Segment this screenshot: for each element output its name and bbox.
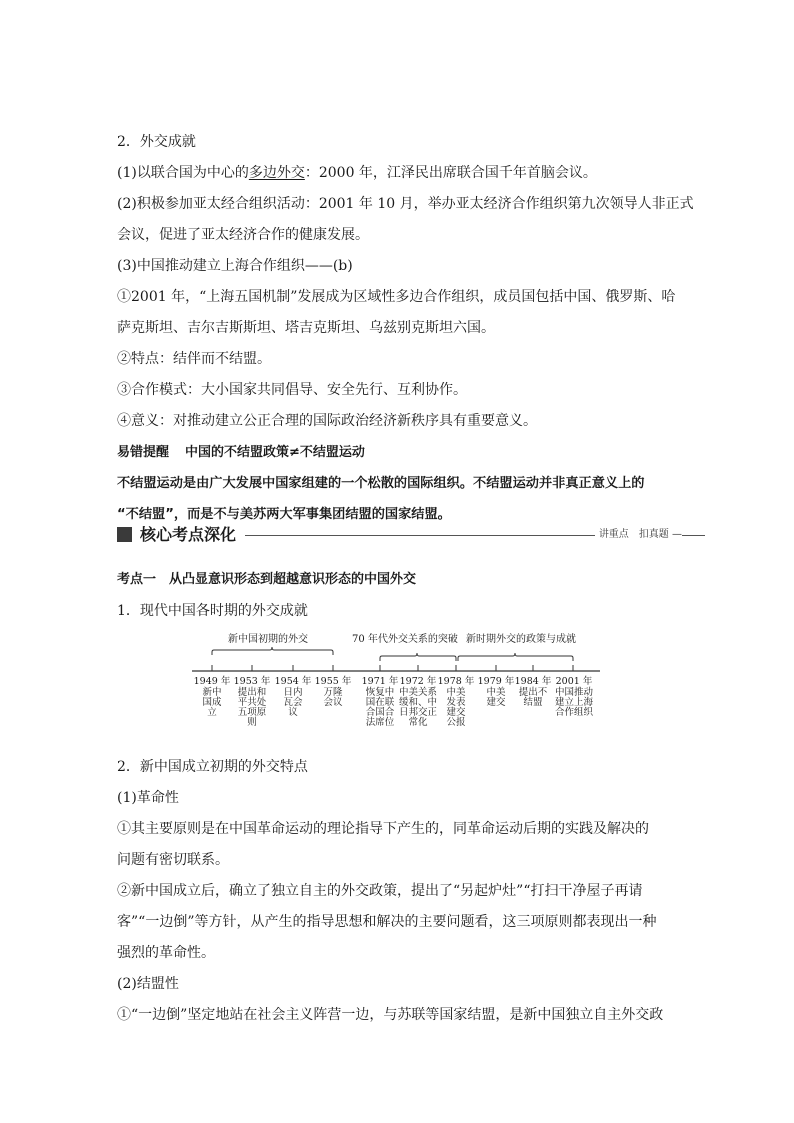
event-desc: 新中国成立	[202, 687, 222, 718]
event-year: 1978 年	[437, 676, 475, 687]
event-year: 1972 年	[399, 676, 437, 687]
achievement-item-2-line2: 会议，促进了亚太经济合作的健康发展。	[117, 227, 369, 243]
event-desc: 中美建交	[486, 687, 506, 708]
revolutionary-point-2-line1: ②新中国成立后，确立了独立自主的外交政策，提出了“另起炉灶”“打扫干净屋子再请	[117, 883, 643, 899]
event-desc: 万隆会议	[323, 687, 343, 708]
sco-point-3: ③合作模式：大小国家共同倡导、安全先行、互利协作。	[117, 382, 467, 398]
timeline-event	[273, 677, 313, 718]
event-year: 1979 年	[477, 676, 515, 687]
revolutionary-point-2-line3: 强烈的革命性。	[117, 945, 215, 961]
item1-prefix: (1)以联合国为中心的	[117, 165, 249, 181]
event-year: 1953 年	[233, 676, 271, 687]
reminder-body-line1: 不结盟运动是由广大发展中国家组建的一个松散的国际组织。不结盟运动并非真正意义上的	[117, 476, 645, 491]
timeline-group-label: 新时期外交的政策与成就	[466, 634, 576, 645]
event-desc: 恢复中国在联合国合法席位	[365, 687, 395, 728]
revolutionary-point-2-line2: 客”“一边倒”等方针，从产生的指导思想和解决的主要问题看，这三项原则都表现出一种	[117, 914, 657, 930]
achievement-item-1	[117, 163, 682, 183]
sco-point-2: ②特点：结伴而不结盟。	[117, 351, 271, 367]
timeline-event	[553, 677, 595, 718]
event-year: 2001 年	[555, 676, 593, 687]
sco-point-1-line1: ①2001 年，“上海五国机制”发展成为区域性多边合作组织，成员国包括中国、俄罗斯、哈	[117, 289, 676, 305]
alliance-point-1-line1: ①“一边倒”坚定地站在社会主义阵营一边，与苏联等国家结盟，是新中国独立自主外交政	[117, 1007, 664, 1023]
event-desc: 提出和平共处五项原则	[237, 687, 267, 728]
timeline-event	[313, 677, 353, 708]
timeline-event	[192, 677, 232, 718]
event-year: 1955 年	[314, 676, 352, 687]
event-desc: 中美发表建交公报	[446, 687, 466, 728]
sco-point-4: ④意义：对推动建立公正合理的国际政治经济新秩序具有重要意义。	[117, 413, 537, 429]
event-desc: 提出不结盟	[518, 687, 548, 708]
event-year: 1954 年	[274, 676, 312, 687]
reminder-body-line2: “不结盟”，而是不与美苏两大军事集团结盟的国家结盟。	[117, 507, 451, 522]
reminder-title: 中国的不结盟政策≠不结盟运动	[185, 445, 365, 460]
timeline-event	[398, 677, 438, 728]
multilateral-diplomacy-term: 多边外交	[248, 165, 305, 181]
core-section-title: 核心考点深化	[140, 525, 237, 544]
timeline-event	[476, 677, 516, 708]
section-square-icon	[117, 527, 132, 542]
core-section-banner	[117, 524, 682, 546]
alliance-heading: (2)结盟性	[117, 976, 179, 992]
item1-suffix: ：2000 年，江泽民出席联合国千年首脑会议。	[304, 165, 597, 181]
section-tagline: 讲重点 扣真题 —	[595, 527, 682, 543]
timeline-event	[232, 677, 272, 728]
event-year: 1984 年	[514, 676, 552, 687]
event-year: 1971 年	[361, 676, 399, 687]
revolutionary-point-1-line2: 问题有密切联系。	[117, 852, 229, 868]
timeline-heading: 1．现代中国各时期的外交成就	[117, 603, 308, 619]
revolutionary-point-1-line1: ①其主要原则是在中国革命运动的理论指导下产生的，同革命运动后期的实践及解决的	[117, 821, 649, 837]
sco-point-1-line2: 萨克斯坦、吉尔吉斯斯坦、塔吉克斯坦、乌兹别克斯坦六国。	[117, 320, 495, 336]
event-desc: 中美关系缓和、中日邦交正常化	[398, 687, 437, 728]
revolutionary-heading: (1)革命性	[117, 790, 179, 806]
event-year: 1949 年	[193, 676, 231, 687]
diplomacy-timeline	[190, 628, 602, 740]
timeline-group-label: 新中国初期的外交	[228, 634, 308, 645]
timeline-group-label: 70 年代外交关系的突破	[352, 634, 458, 645]
timeline-event	[360, 677, 400, 728]
achievement-item-2-line1: (2)积极参加亚太经合组织活动：2001 年 10 月，举办亚太经济合作组织第九次领导人非正式	[117, 196, 694, 212]
error-reminder-heading	[117, 443, 682, 463]
event-desc: 中国推动建立上海合作组织	[554, 687, 593, 718]
event-desc: 日内瓦会议	[283, 687, 303, 718]
early-diplomacy-heading: 2．新中国成立初期的外交特点	[117, 759, 308, 775]
kaodian-title: 考点一 从凸显意识形态到超越意识形态的中国外交	[117, 572, 417, 587]
timeline-event	[513, 677, 553, 708]
timeline-event	[436, 677, 476, 728]
reminder-label: 易错提醒	[117, 445, 170, 460]
achievement-item-3: (3)中国推动建立上海合作组织——(b)	[117, 258, 353, 274]
section-heading-diplomatic-achievements: 2．外交成就	[117, 134, 196, 150]
